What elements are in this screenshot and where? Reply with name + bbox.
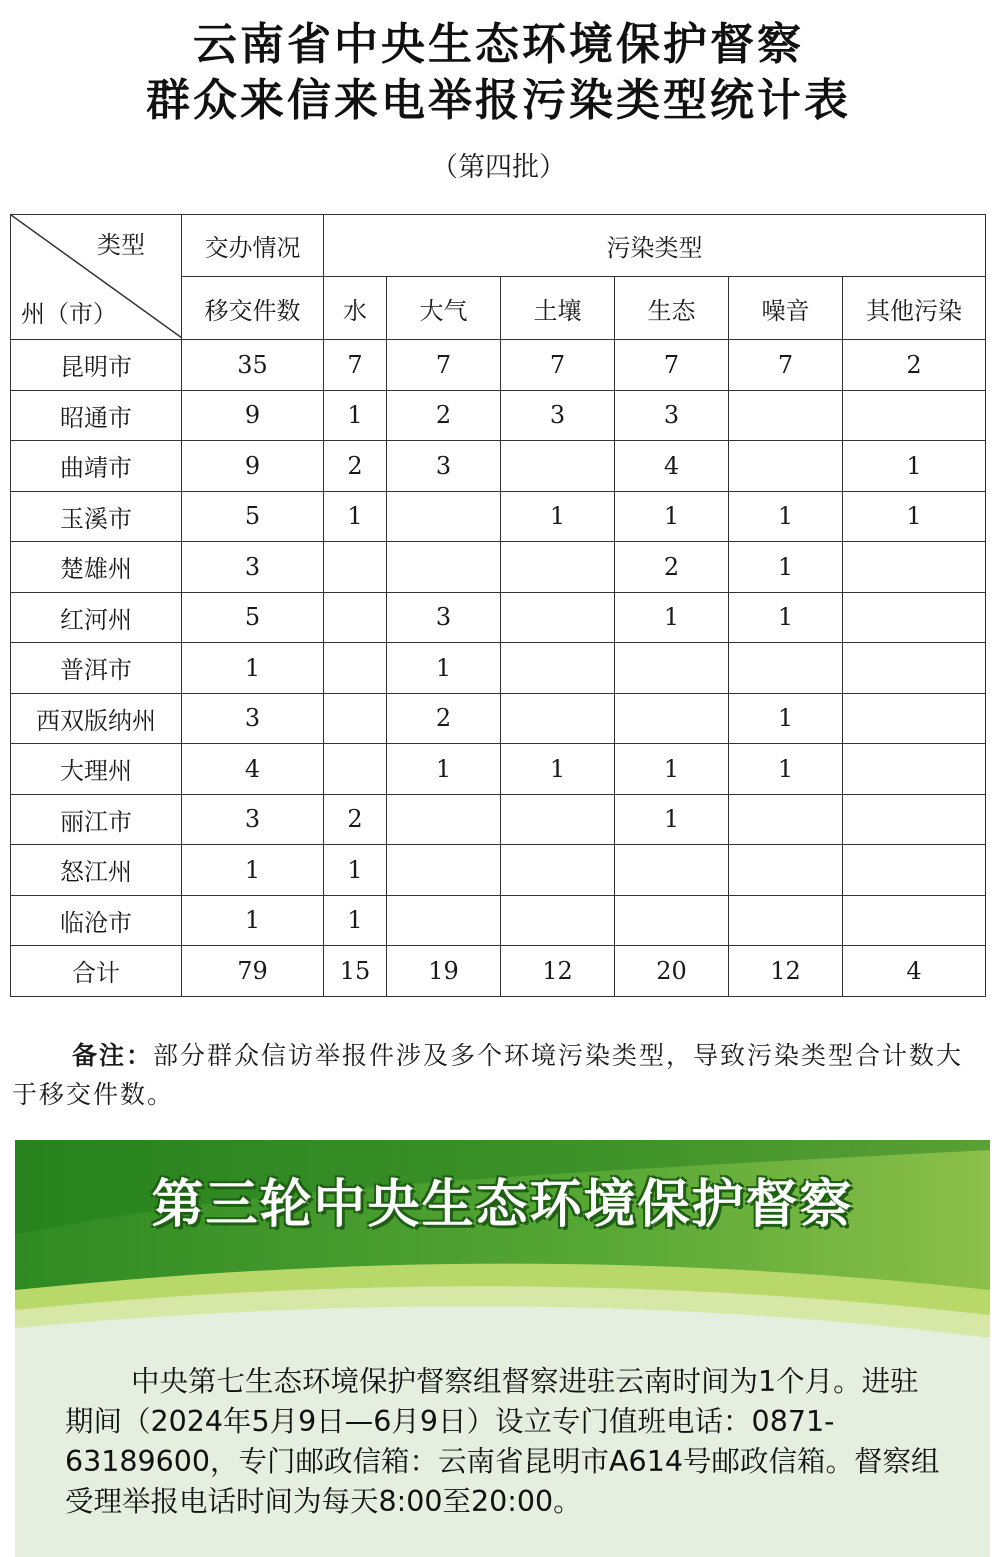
table-row bbox=[11, 592, 986, 643]
region-name: 玉溪市 bbox=[11, 491, 182, 542]
type-count-cell bbox=[501, 542, 615, 593]
region-name: 昭通市 bbox=[11, 390, 182, 441]
handover-count: 1 bbox=[182, 643, 324, 694]
type-count-cell: 1 bbox=[729, 491, 843, 542]
type-count-cell: 1 bbox=[324, 390, 387, 441]
type-count-cell bbox=[843, 744, 986, 795]
handover-count: 5 bbox=[182, 491, 324, 542]
type-count-cell bbox=[729, 643, 843, 694]
table-row bbox=[11, 643, 986, 694]
table-row bbox=[11, 845, 986, 896]
type-count-cell: 3 bbox=[387, 441, 501, 492]
type-count-cell: 2 bbox=[387, 390, 501, 441]
pollution-type-header: 污染类型 bbox=[324, 215, 986, 277]
type-count-cell: 4 bbox=[843, 946, 986, 997]
type-count-cell bbox=[843, 592, 986, 643]
type-header-soil: 土壤 bbox=[501, 277, 615, 340]
type-count-cell bbox=[387, 895, 501, 946]
region-name: 大理州 bbox=[11, 744, 182, 795]
type-header-noise: 噪音 bbox=[729, 277, 843, 340]
type-count-cell: 1 bbox=[843, 441, 986, 492]
table-row bbox=[11, 794, 986, 845]
region-name: 怒江州 bbox=[11, 845, 182, 896]
inspection-banner bbox=[15, 1140, 990, 1557]
type-count-cell bbox=[615, 643, 729, 694]
remark-label: 备注： bbox=[72, 1041, 154, 1070]
region-name: 西双版纳州 bbox=[11, 693, 182, 744]
type-count-cell: 7 bbox=[324, 340, 387, 391]
banner-headline: 第三轮中央生态环境保护督察 bbox=[151, 1175, 854, 1235]
region-name: 昆明市 bbox=[11, 340, 182, 391]
region-name: 合计 bbox=[11, 946, 182, 997]
type-count-cell bbox=[501, 794, 615, 845]
type-count-cell: 2 bbox=[843, 340, 986, 391]
type-count-cell bbox=[387, 794, 501, 845]
table-row bbox=[11, 542, 986, 593]
type-count-cell bbox=[324, 592, 387, 643]
type-count-cell bbox=[843, 845, 986, 896]
type-count-cell: 1 bbox=[843, 491, 986, 542]
remark-text: 部分群众信访举报件涉及多个环境污染类型，导致污染类型合计数大于移交件数。 bbox=[12, 1041, 964, 1109]
type-count-cell: 1 bbox=[324, 845, 387, 896]
type-count-cell: 15 bbox=[324, 946, 387, 997]
type-count-cell: 12 bbox=[501, 946, 615, 997]
type-count-cell: 1 bbox=[729, 592, 843, 643]
handover-count: 35 bbox=[182, 340, 324, 391]
type-count-cell bbox=[501, 845, 615, 896]
type-count-cell: 1 bbox=[615, 491, 729, 542]
region-name: 普洱市 bbox=[11, 643, 182, 694]
handover-count: 3 bbox=[182, 794, 324, 845]
corner-type-label: 类型 bbox=[97, 231, 145, 259]
type-count-cell bbox=[501, 592, 615, 643]
type-count-cell: 2 bbox=[324, 794, 387, 845]
corner-header-cell bbox=[11, 215, 182, 340]
type-count-cell: 1 bbox=[324, 491, 387, 542]
type-count-cell: 3 bbox=[501, 390, 615, 441]
type-count-cell bbox=[615, 693, 729, 744]
region-name: 丽江市 bbox=[11, 794, 182, 845]
table-row bbox=[11, 693, 986, 744]
type-count-cell: 1 bbox=[501, 744, 615, 795]
type-count-cell bbox=[843, 643, 986, 694]
type-count-cell bbox=[501, 441, 615, 492]
type-count-cell: 3 bbox=[387, 592, 501, 643]
type-count-cell bbox=[501, 895, 615, 946]
type-count-cell bbox=[324, 744, 387, 795]
type-count-cell: 1 bbox=[729, 693, 843, 744]
table-body bbox=[11, 340, 986, 997]
type-count-cell bbox=[387, 491, 501, 542]
table-row bbox=[11, 441, 986, 492]
type-count-cell bbox=[615, 895, 729, 946]
handover-count: 1 bbox=[182, 895, 324, 946]
total-row bbox=[11, 946, 986, 997]
type-count-cell bbox=[843, 794, 986, 845]
type-count-cell: 19 bbox=[387, 946, 501, 997]
type-count-cell: 7 bbox=[501, 340, 615, 391]
type-header-air: 大气 bbox=[387, 277, 501, 340]
type-count-cell bbox=[387, 845, 501, 896]
type-count-cell bbox=[843, 895, 986, 946]
type-count-cell bbox=[324, 542, 387, 593]
type-count-cell: 1 bbox=[615, 744, 729, 795]
type-count-cell: 1 bbox=[729, 542, 843, 593]
type-count-cell: 1 bbox=[387, 744, 501, 795]
handover-count: 79 bbox=[182, 946, 324, 997]
type-count-cell: 1 bbox=[387, 643, 501, 694]
type-count-cell bbox=[729, 895, 843, 946]
type-count-cell bbox=[729, 390, 843, 441]
type-count-cell bbox=[729, 845, 843, 896]
type-count-cell: 7 bbox=[729, 340, 843, 391]
type-count-cell: 7 bbox=[387, 340, 501, 391]
type-count-cell bbox=[615, 845, 729, 896]
handover-count: 3 bbox=[182, 693, 324, 744]
handover-count: 9 bbox=[182, 441, 324, 492]
type-count-cell: 1 bbox=[615, 592, 729, 643]
type-count-cell: 2 bbox=[324, 441, 387, 492]
type-count-cell: 1 bbox=[615, 794, 729, 845]
title-line-2: 群众来信来电举报污染类型统计表 bbox=[146, 75, 851, 126]
type-count-cell bbox=[843, 542, 986, 593]
type-count-cell bbox=[729, 441, 843, 492]
type-count-cell: 2 bbox=[387, 693, 501, 744]
region-name: 临沧市 bbox=[11, 895, 182, 946]
table-row bbox=[11, 491, 986, 542]
type-header-other: 其他污染 bbox=[843, 277, 986, 340]
handover-header: 交办情况 bbox=[182, 215, 324, 277]
region-name: 红河州 bbox=[11, 592, 182, 643]
type-count-cell bbox=[324, 693, 387, 744]
type-header-water: 水 bbox=[324, 277, 387, 340]
type-count-cell bbox=[501, 643, 615, 694]
corner-region-label: 州（市） bbox=[21, 300, 117, 328]
type-count-cell: 1 bbox=[324, 895, 387, 946]
type-count-cell: 12 bbox=[729, 946, 843, 997]
table-row bbox=[11, 340, 986, 391]
table-row bbox=[11, 895, 986, 946]
type-header-ecology: 生态 bbox=[615, 277, 729, 340]
type-count-cell: 3 bbox=[615, 390, 729, 441]
type-count-cell: 1 bbox=[501, 491, 615, 542]
type-count-cell: 20 bbox=[615, 946, 729, 997]
type-count-cell bbox=[843, 693, 986, 744]
type-count-cell bbox=[387, 542, 501, 593]
handover-count: 4 bbox=[182, 744, 324, 795]
pollution-stats-table bbox=[10, 214, 986, 997]
type-count-cell bbox=[324, 643, 387, 694]
title-line-1: 云南省中央生态环境保护督察 bbox=[193, 19, 804, 70]
banner-body-text: 中央第七生态环境保护督察组督察进驻云南时间为1个月。进驻期间（2024年5月9日—6月9日）设立专门值班电话：0871-63189600，专门邮政信箱：云南省昆明市A614号邮政信箱。督察组受理举报电话时间为每天8:00至20:00。 bbox=[65, 1365, 940, 1518]
type-count-cell: 4 bbox=[615, 441, 729, 492]
handover-count: 3 bbox=[182, 542, 324, 593]
handover-count: 9 bbox=[182, 390, 324, 441]
type-count-cell bbox=[843, 390, 986, 441]
type-count-cell: 2 bbox=[615, 542, 729, 593]
type-count-cell: 1 bbox=[729, 744, 843, 795]
batch-label: （第四批） bbox=[431, 152, 566, 183]
remark bbox=[12, 1036, 987, 1114]
region-name: 曲靖市 bbox=[11, 441, 182, 492]
table-row bbox=[11, 390, 986, 441]
count-header: 移交件数 bbox=[182, 277, 324, 340]
region-name: 楚雄州 bbox=[11, 542, 182, 593]
type-count-cell: 7 bbox=[615, 340, 729, 391]
handover-count: 5 bbox=[182, 592, 324, 643]
type-count-cell bbox=[501, 693, 615, 744]
handover-count: 1 bbox=[182, 845, 324, 896]
type-count-cell bbox=[729, 794, 843, 845]
table-row bbox=[11, 744, 986, 795]
